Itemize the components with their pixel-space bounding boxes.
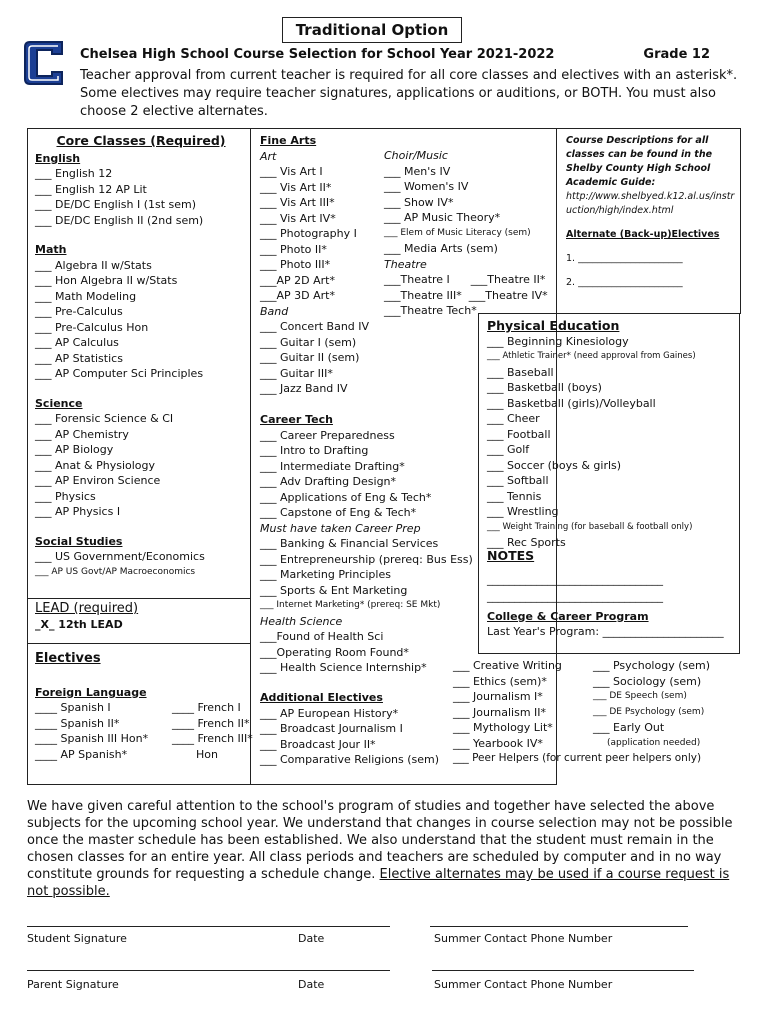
career-item[interactable]: ___ Intermediate Drafting* bbox=[260, 459, 405, 473]
additional-item[interactable]: ___ Journalism II* bbox=[453, 705, 547, 719]
pe-item[interactable]: ___ Cheer bbox=[487, 412, 540, 425]
career-item[interactable]: ___ Internet Marketing* (prereq: SE Mkt) bbox=[260, 600, 441, 610]
pe-item[interactable]: ___ Beginning Kinesiology bbox=[487, 334, 629, 348]
additional-item[interactable]: ___ AP European History* bbox=[260, 706, 399, 720]
parent-signature-line[interactable] bbox=[27, 970, 390, 971]
notes-line[interactable]: ________________________________ bbox=[487, 590, 663, 603]
alternate-1-field[interactable]: 1. ______________________ bbox=[566, 253, 683, 264]
band-item[interactable]: ___ Guitar III* bbox=[260, 366, 333, 380]
additional-item[interactable]: ___ Sociology (sem) bbox=[593, 674, 702, 688]
theatre-item[interactable]: ___Theatre I ___Theatre II* bbox=[384, 273, 546, 286]
math-heading: Math bbox=[35, 243, 67, 256]
french-item-continued: Hon bbox=[196, 747, 218, 761]
additional-item[interactable]: ___ DE Speech (sem) bbox=[593, 691, 687, 701]
additional-item[interactable]: ___ DE Psychology (sem) bbox=[593, 706, 705, 717]
art-item[interactable]: ___ Vis Art II* bbox=[260, 180, 332, 194]
science-heading: Science bbox=[35, 396, 83, 410]
spanish-list bbox=[35, 700, 170, 762]
math-item[interactable]: ___ Algebra II w/Stats bbox=[35, 258, 152, 272]
pe-item[interactable]: ___ Football bbox=[487, 427, 551, 441]
career-item[interactable]: ___ Intro to Drafting bbox=[260, 444, 369, 457]
science-item[interactable]: ___ Forensic Science & CI bbox=[35, 412, 174, 425]
additional-item[interactable]: ___ Journalism I* bbox=[453, 690, 543, 703]
additional-right bbox=[593, 658, 743, 751]
english-item[interactable]: ___ English 12 AP Lit bbox=[35, 182, 147, 196]
additional-item[interactable]: ___ Ethics (sem)* bbox=[453, 674, 547, 688]
last-year-program-field[interactable]: Last Year's Program: ______________________ bbox=[487, 625, 724, 638]
art-item[interactable]: ___ Vis Art III* bbox=[260, 196, 335, 209]
alternate-heading: Alternate (Back-up)Electives bbox=[566, 229, 720, 240]
art-item[interactable]: ___ Photography I bbox=[260, 227, 357, 240]
additional-item[interactable]: ___ Mythology Lit* bbox=[453, 721, 553, 734]
science-item[interactable]: ___ Physics bbox=[35, 489, 96, 503]
additional-item[interactable]: ___ Comparative Religions (sem) bbox=[260, 753, 440, 766]
art-item[interactable]: ___ Photo II* bbox=[260, 242, 327, 256]
science-item[interactable]: ___ AP Chemistry bbox=[35, 427, 129, 441]
spanish-item[interactable]: ____ Spanish I bbox=[35, 701, 111, 714]
pe-item[interactable]: ___ Golf bbox=[487, 443, 530, 456]
career-item[interactable]: ___ Adv Drafting Design* bbox=[260, 475, 397, 488]
school-logo-c-icon bbox=[22, 38, 68, 88]
band-item[interactable]: ___ Guitar I (sem) bbox=[260, 335, 357, 349]
career-item[interactable]: ___ Sports & Ent Marketing bbox=[260, 583, 408, 597]
pe-item[interactable]: ___ Basketball (girls)/Volleyball bbox=[487, 396, 656, 410]
english-item[interactable]: ___ DE/DC English II (2nd sem) bbox=[35, 213, 204, 227]
math-item[interactable]: ___ AP Calculus bbox=[35, 336, 119, 349]
career-item[interactable]: ___ Entrepreneurship (prereq: Bus Ess) bbox=[260, 552, 473, 566]
descriptions-box bbox=[566, 134, 736, 290]
career-item[interactable]: ___ Career Preparedness bbox=[260, 428, 395, 442]
notes-line[interactable]: ________________________________ bbox=[487, 572, 663, 586]
spanish-item[interactable]: ____ AP Spanish* bbox=[35, 747, 128, 761]
art-item[interactable]: ___ Vis Art IV* bbox=[260, 211, 336, 225]
career-prep-heading: Must have taken Career Prep bbox=[260, 521, 421, 535]
core-column bbox=[35, 133, 247, 580]
band-heading: Band bbox=[260, 304, 289, 318]
additional-item[interactable]: ___ Broadcast Jour II* bbox=[260, 737, 376, 751]
agreement-alternates-note: Elective alternates may be used if a course request is not possible. bbox=[27, 867, 730, 899]
english-item[interactable]: ___ English 12 bbox=[35, 167, 113, 180]
additional-item[interactable]: ___ Yearbook IV* bbox=[453, 736, 543, 750]
parent-signature-label: Parent Signature bbox=[27, 978, 119, 991]
math-item[interactable]: ___ Hon Algebra II w/Stats bbox=[35, 274, 178, 287]
english-item[interactable]: ___ DE/DC English I (1st sem) bbox=[35, 198, 197, 211]
student-signature-label: Student Signature bbox=[27, 932, 127, 945]
pe-item[interactable]: ___ Weight Training (for baseball & football only) bbox=[487, 521, 693, 532]
core-divider-electives bbox=[27, 643, 251, 644]
science-item[interactable]: ___ Anat & Physiology bbox=[35, 458, 156, 472]
lead-section bbox=[35, 601, 247, 632]
pe-item[interactable]: ___ Softball bbox=[487, 474, 549, 487]
art-heading: Art bbox=[260, 149, 277, 163]
science-item[interactable]: ___ AP Biology bbox=[35, 443, 114, 456]
health-item[interactable]: ___ Health Science Internship* bbox=[260, 661, 427, 674]
art-item[interactable]: ___ Vis Art I bbox=[260, 165, 323, 178]
french-item[interactable]: ____ French II* bbox=[172, 716, 250, 730]
health-science-heading: Health Science bbox=[260, 614, 343, 628]
pe-column bbox=[487, 318, 739, 551]
academic-guide-link[interactable]: http://www.shelbyed.k12.al.us/instruction/high/index.html bbox=[566, 191, 735, 216]
english-heading: English bbox=[35, 151, 81, 165]
additional-left bbox=[260, 690, 455, 768]
alternate-2-field[interactable]: 2. ______________________ bbox=[566, 277, 683, 288]
career-item[interactable]: ___ Banking & Financial Services bbox=[260, 537, 439, 550]
pe-item[interactable]: ___ Tennis bbox=[487, 489, 542, 503]
spanish-item[interactable]: ____ Spanish II* bbox=[35, 716, 120, 730]
science-item[interactable]: ___ AP Physics I bbox=[35, 505, 121, 518]
pe-item[interactable]: ___ Basketball (boys) bbox=[487, 381, 602, 394]
spanish-item[interactable]: ____ Spanish III Hon* bbox=[35, 732, 149, 745]
social-item[interactable]: ___ AP US Govt/AP Macroeconomics bbox=[35, 566, 196, 577]
school-line bbox=[80, 47, 720, 63]
college-career-heading: College & Career Program bbox=[487, 609, 649, 623]
french-item[interactable]: ____ French III* bbox=[172, 732, 253, 745]
theatre-heading: Theatre bbox=[384, 257, 427, 271]
choir-item[interactable]: ___ AP Music Theory* bbox=[384, 211, 501, 224]
additional-electives-heading: Additional Electives bbox=[260, 691, 383, 704]
additional-item[interactable]: ___ Psychology (sem) bbox=[593, 659, 710, 672]
math-item[interactable]: ___ AP Computer Sci Principles bbox=[35, 367, 204, 380]
additional-item[interactable]: ___ Broadcast Journalism I bbox=[260, 722, 403, 735]
career-item[interactable]: ___ Applications of Eng & Tech* bbox=[260, 490, 432, 504]
choir-item[interactable]: ___ Elem of Music Literacy (sem) bbox=[384, 227, 531, 238]
social-studies-heading: Social Studies bbox=[35, 534, 123, 548]
theatre-item[interactable]: ___Theatre III* ___Theatre IV* bbox=[384, 288, 548, 302]
pe-item[interactable]: ___ Baseball bbox=[487, 365, 554, 379]
art-item[interactable]: ___ Photo III* bbox=[260, 258, 331, 271]
phone-label: Summer Contact Phone Number bbox=[434, 978, 613, 991]
core-divider-lead bbox=[27, 598, 251, 599]
math-item[interactable]: ___ Pre-Calculus bbox=[35, 305, 123, 318]
electives-heading: Electives bbox=[35, 651, 101, 666]
band-item[interactable]: ___ Concert Band IV bbox=[260, 320, 370, 333]
lead-heading: LEAD (required) bbox=[35, 601, 139, 616]
date-label: Date bbox=[298, 978, 325, 991]
math-item[interactable]: ___ Pre-Calculus Hon bbox=[35, 320, 149, 334]
art-item[interactable]: ___AP 2D Art* bbox=[260, 273, 335, 287]
career-tech-column bbox=[260, 412, 485, 676]
theatre-item[interactable]: ___Theatre Tech* bbox=[384, 304, 477, 317]
career-tech-heading: Career Tech bbox=[260, 413, 333, 426]
health-item[interactable]: ___Found of Health Sci bbox=[260, 630, 384, 643]
additional-item[interactable]: ___ Peer Helpers (for current peer helpers only) bbox=[453, 752, 702, 764]
french-item[interactable]: ____ French I bbox=[172, 701, 241, 714]
additional-item[interactable]: ___ Early Out bbox=[593, 721, 665, 734]
career-item[interactable]: ___ Capstone of Eng & Tech* bbox=[260, 506, 417, 519]
date-label: Date bbox=[298, 932, 325, 945]
pe-heading: Physical Education bbox=[487, 318, 620, 333]
choir-item[interactable]: ___ Men's IV bbox=[384, 164, 451, 178]
choir-item[interactable]: ___ Women's IV bbox=[384, 180, 469, 193]
additional-item[interactable]: ___ Creative Writing bbox=[453, 659, 562, 672]
core-heading: Core Classes (Required) bbox=[56, 133, 226, 148]
phone-line-1[interactable] bbox=[430, 926, 688, 927]
band-item[interactable]: ___ Guitar II (sem) bbox=[260, 351, 360, 364]
choir-item[interactable]: ___ Show IV* bbox=[384, 195, 454, 209]
lead-item[interactable]: _X_ 12th LEAD bbox=[35, 617, 123, 631]
math-item[interactable]: ___ Math Modeling bbox=[35, 289, 137, 303]
descriptions-text: Course Descriptions for all classes can be found in the Shelby County High School Academic Guide: bbox=[566, 135, 713, 188]
fine-arts-heading: Fine Arts bbox=[260, 134, 317, 147]
agreement-body: We have given careful attention to the school's program of studies and together have selected the above subjects for the upcoming school year. We understand that changes in course selection may not be possible once the master schedule has been established. We also understand that the student must remain in the chosen classes for an entire year. All class periods and teachers are scheduled by computer and in no way constitute grounds for requesting a schedule change. bbox=[27, 799, 733, 882]
page-title: Traditional Option bbox=[282, 17, 462, 43]
pe-item[interactable]: ___ Athletic Trainer* (need approval from Gaines) bbox=[487, 351, 696, 361]
pe-item[interactable]: ___ Wrestling bbox=[487, 505, 559, 518]
agreement-text bbox=[27, 798, 747, 900]
science-item[interactable]: ___ AP Environ Science bbox=[35, 474, 161, 487]
phone-line-2[interactable] bbox=[432, 970, 694, 971]
health-item[interactable]: ___Operating Room Found* bbox=[260, 645, 409, 659]
career-item[interactable]: ___ Marketing Principles bbox=[260, 568, 391, 581]
band-item[interactable]: ___ Jazz Band IV bbox=[260, 382, 348, 395]
grade-label: Grade 12 bbox=[643, 47, 710, 62]
choir-column bbox=[384, 148, 556, 319]
art-item[interactable]: ___AP 3D Art* bbox=[260, 289, 335, 302]
student-signature-line[interactable] bbox=[27, 926, 390, 927]
math-item[interactable]: ___ AP Statistics bbox=[35, 351, 123, 365]
choir-heading: Choir/Music bbox=[384, 149, 448, 162]
intro-text: Teacher approval from current teacher is required for all core classes and electives with an asterisk*. Some electives may require teacher signatures, applications or auditions, or BOTH. You must also choose 2 elective alternates. bbox=[80, 68, 738, 119]
pe-item[interactable]: ___ Soccer (boys & girls) bbox=[487, 458, 622, 472]
electives-section bbox=[35, 651, 247, 700]
foreign-language-heading: Foreign Language bbox=[35, 685, 147, 699]
phone-label: Summer Contact Phone Number bbox=[434, 932, 613, 945]
french-list bbox=[172, 700, 253, 762]
early-out-note: (application needed) bbox=[607, 737, 701, 748]
notes-section bbox=[487, 548, 742, 640]
social-item[interactable]: ___ US Government/Economics bbox=[35, 550, 205, 563]
pe-item[interactable]: ___ Rec Sports bbox=[487, 536, 566, 549]
choir-item[interactable]: ___ Media Arts (sem) bbox=[384, 242, 498, 255]
art-column bbox=[260, 133, 385, 397]
notes-heading: NOTES bbox=[487, 548, 535, 563]
school-course-title: Chelsea High School Course Selection for School Year 2021-2022 bbox=[80, 47, 555, 62]
